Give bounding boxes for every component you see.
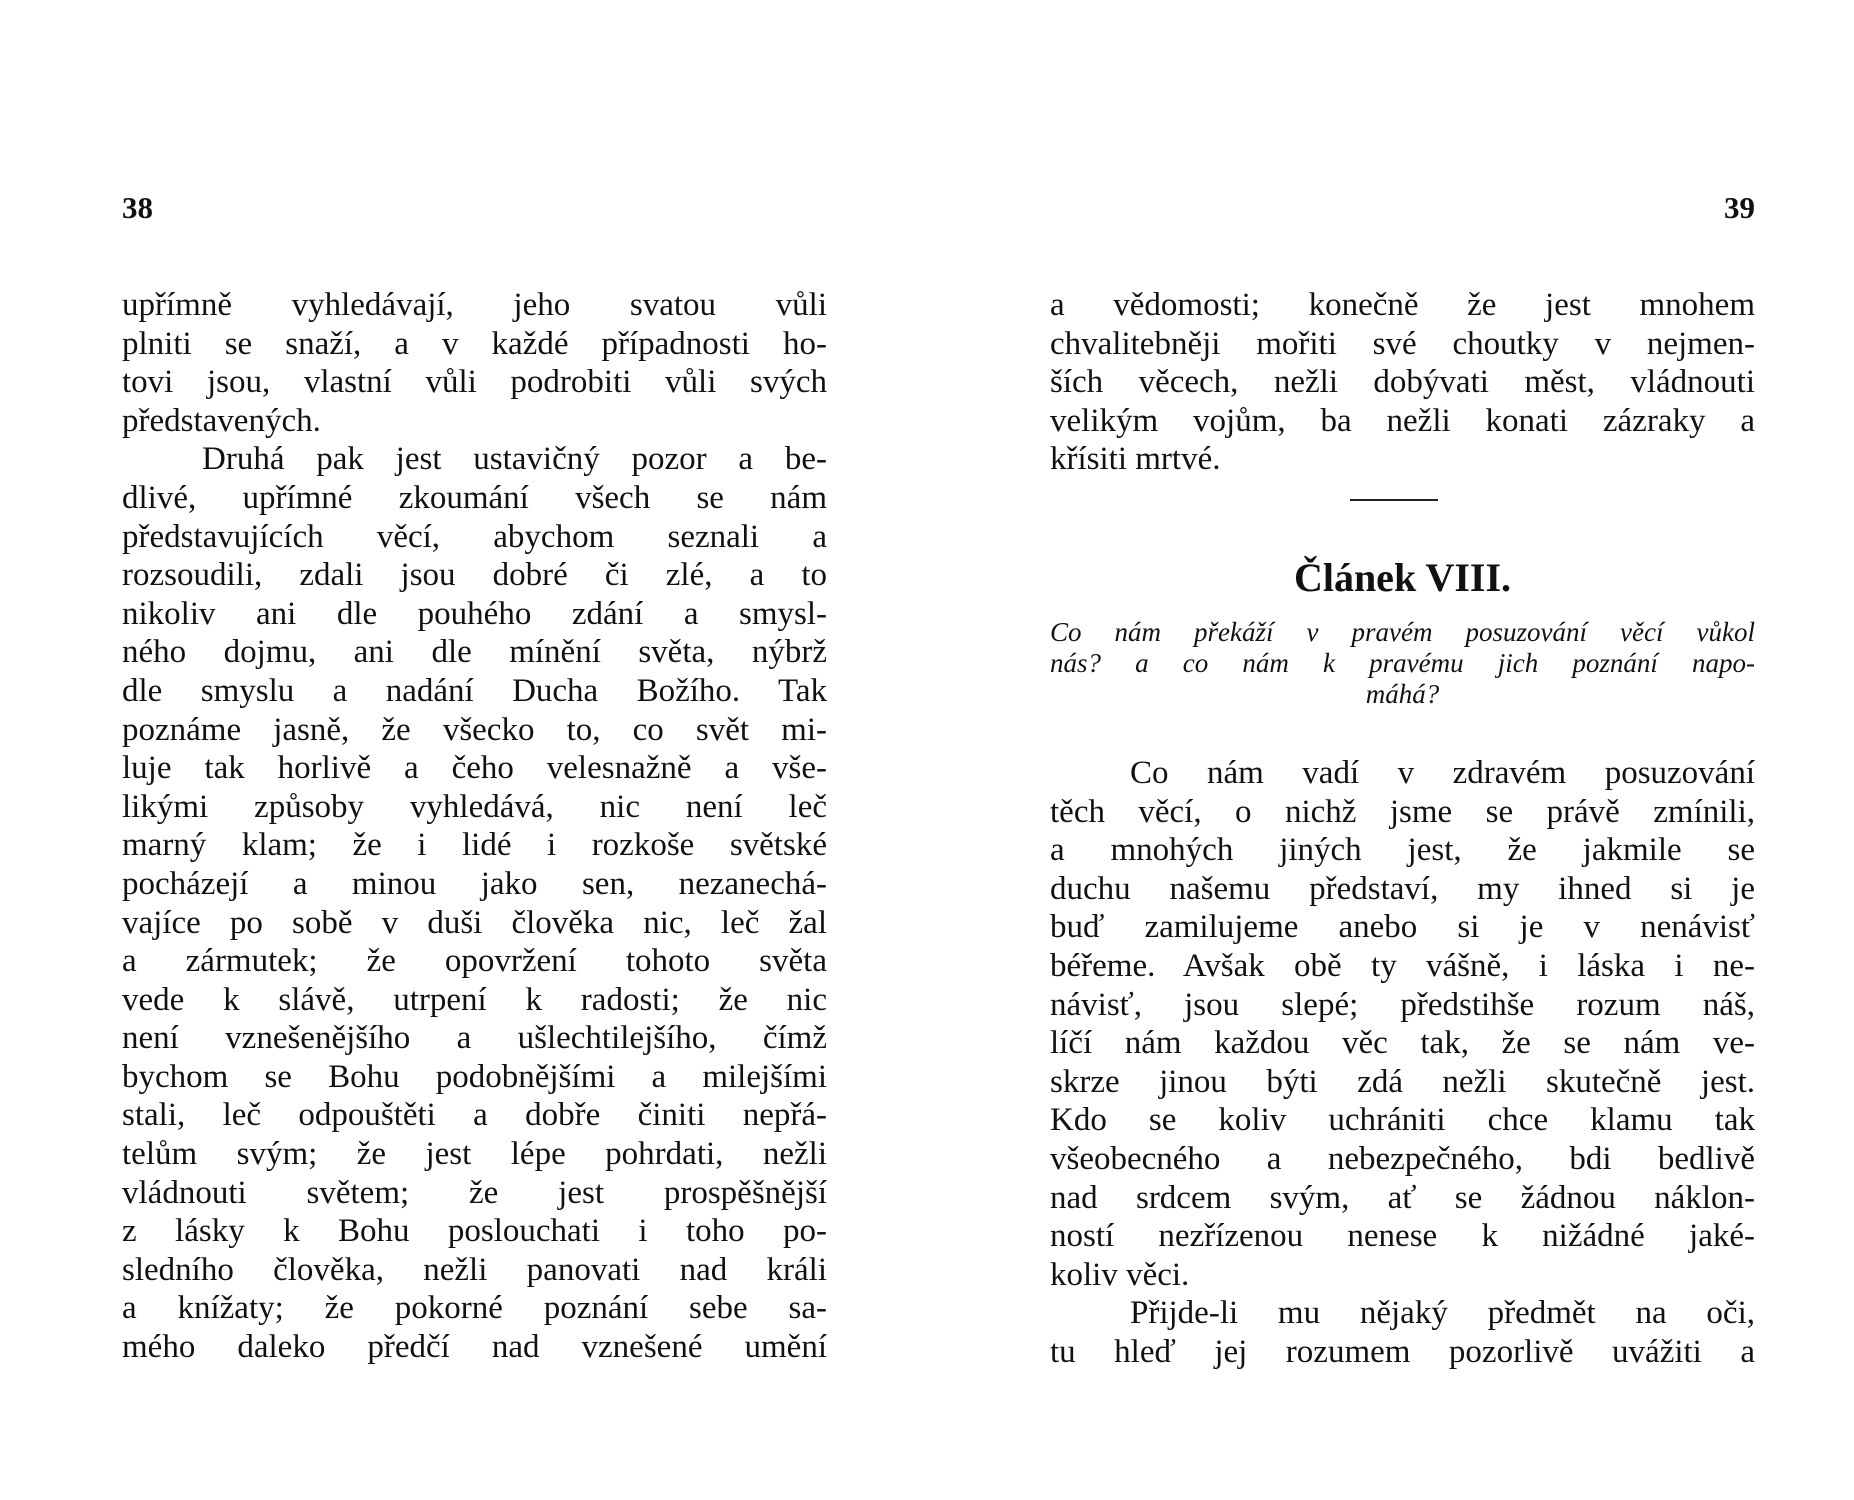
- text-line: sledního člověka, nežli panovati nad králi: [122, 1251, 827, 1288]
- text-line: plniti se snaží, a v každé případnosti ho-: [122, 325, 827, 362]
- left-page: [122, 0, 827, 1500]
- text-line: návisť, jsou slepé; předstihše rozum náš,: [1050, 986, 1755, 1023]
- subtitle-line: Co nám překáží v pravém posuzování věcí vůkol: [1050, 616, 1755, 647]
- text-line: vajíce po sobě v duši člověka nic, leč žal: [122, 904, 827, 941]
- chapter-subtitle: [1050, 617, 1755, 710]
- page-number: 38: [122, 190, 153, 225]
- text-line: vládnouti světem; že jest prospěšnější: [122, 1174, 827, 1211]
- text-line: rozsoudili, zdali jsou dobré či zlé, a to: [122, 557, 827, 594]
- text-line: mého daleko předčí nad vznešené umění: [122, 1329, 827, 1366]
- text-line: a mnohých jiných jest, že jakmile se: [1050, 832, 1755, 869]
- text-line: a vědomosti; konečně že jest mnohem: [1050, 287, 1755, 323]
- text-line: telům svým; že jest lépe pohrdati, nežli: [122, 1136, 827, 1173]
- text-line: ností nezřízenou nenese k nižádné jaké-: [1050, 1218, 1755, 1255]
- text-line: velikým vojům, ba nežli konati zázraky a: [1050, 402, 1755, 439]
- text-line: duchu našemu představí, my ihned si je: [1050, 870, 1755, 907]
- text-line: Co nám vadí v zdravém posuzování: [1130, 754, 1755, 791]
- subtitle-line: máhá?: [1365, 678, 1440, 709]
- text-line: tovi jsou, vlastní vůli podrobiti vůli svých: [122, 364, 827, 401]
- text-line: Druhá pak jest ustavičný pozor a be-: [202, 441, 827, 478]
- text-line: luje tak horlivě a čeho velesnažně a vše-: [122, 750, 827, 787]
- text-line: Kdo se koliv uchrániti chce klamu tak: [1050, 1102, 1755, 1139]
- subtitle-line: nás? a co nám k pravému jich poznání napo-: [1050, 647, 1755, 678]
- text-line: marný klam; že i lidé i rozkoše světské: [122, 827, 827, 864]
- text-line: tu hleď jej rozumem pozorlivě uvážiti a: [1050, 1333, 1755, 1370]
- text-line: Přijde-li mu nějaký předmět na oči,: [1130, 1295, 1755, 1332]
- text-line: koliv věci.: [1050, 1256, 1190, 1293]
- text-line: z lásky k Bohu poslouchati i toho po-: [122, 1213, 827, 1250]
- text-line: není vznešenějšího a ušlechtilejšího, čímž: [122, 1020, 827, 1057]
- text-line: ších věcech, nežli dobývati měst, vládnouti: [1050, 364, 1755, 401]
- text-line: bychom se Bohu podobnějšími a milejšími: [122, 1058, 827, 1095]
- text-line: vede k slávě, utrpení k radosti; že nic: [122, 981, 827, 1018]
- text-line: likými způsoby vyhledává, nic není leč: [122, 788, 827, 825]
- text-line: upřímně vyhledávají, jeho svatou vůli: [122, 287, 827, 323]
- text-line: a knížaty; že pokorné poznání sebe sa-: [122, 1290, 827, 1327]
- text-line: stali, leč odpouštěti a dobře činiti nepřá-: [122, 1097, 827, 1134]
- section-divider: [1050, 479, 1755, 517]
- text-line: béřeme. Avšak obě ty vášně, i láska i ne-: [1050, 947, 1755, 984]
- chapter-heading: Článek VIII.: [1293, 554, 1512, 600]
- page-number: 39: [1724, 190, 1755, 225]
- text-line: představujících věcí, abychom seznali a: [122, 518, 827, 555]
- text-line: a zármutek; že opovržení tohoto světa: [122, 943, 827, 980]
- text-line: buď zamilujeme anebo si je v nenávisť: [1050, 909, 1755, 946]
- text-line: představených.: [122, 402, 321, 439]
- text-line: nikoliv ani dle pouhého zdání a smysl-: [122, 595, 827, 632]
- text-line: chvalitebněji mořiti své choutky v nejmen-: [1050, 325, 1755, 362]
- text-line: křísiti mrtvé.: [1050, 441, 1221, 478]
- text-line: dlivé, upřímné zkoumání všech se nám: [122, 479, 827, 516]
- text-line: nad srdcem svým, ať se žádnou náklon-: [1050, 1179, 1755, 1216]
- text-line: pocházejí a minou jako sen, nezanechá-: [122, 865, 827, 902]
- text-line: všeobecného a nebezpečného, bdi bedlivě: [1050, 1140, 1755, 1177]
- right-page: [1050, 0, 1755, 1500]
- right-page-text: [1050, 286, 1755, 1371]
- text-line: dle smyslu a nadání Ducha Božího. Tak: [122, 672, 827, 709]
- text-line: poznáme jasně, že všecko to, co svět mi-: [122, 711, 827, 748]
- text-line: skrze jinou býti zdá nežli skutečně jest.: [1050, 1063, 1755, 1100]
- left-page-text: [122, 286, 827, 1367]
- text-line: těch věcí, o nichž jsme se právě zmínili,: [1050, 793, 1755, 830]
- text-line: líčí nám každou věc tak, že se nám ve-: [1050, 1025, 1755, 1062]
- text-line: ného dojmu, ani dle mínění světa, nýbrž: [122, 634, 827, 671]
